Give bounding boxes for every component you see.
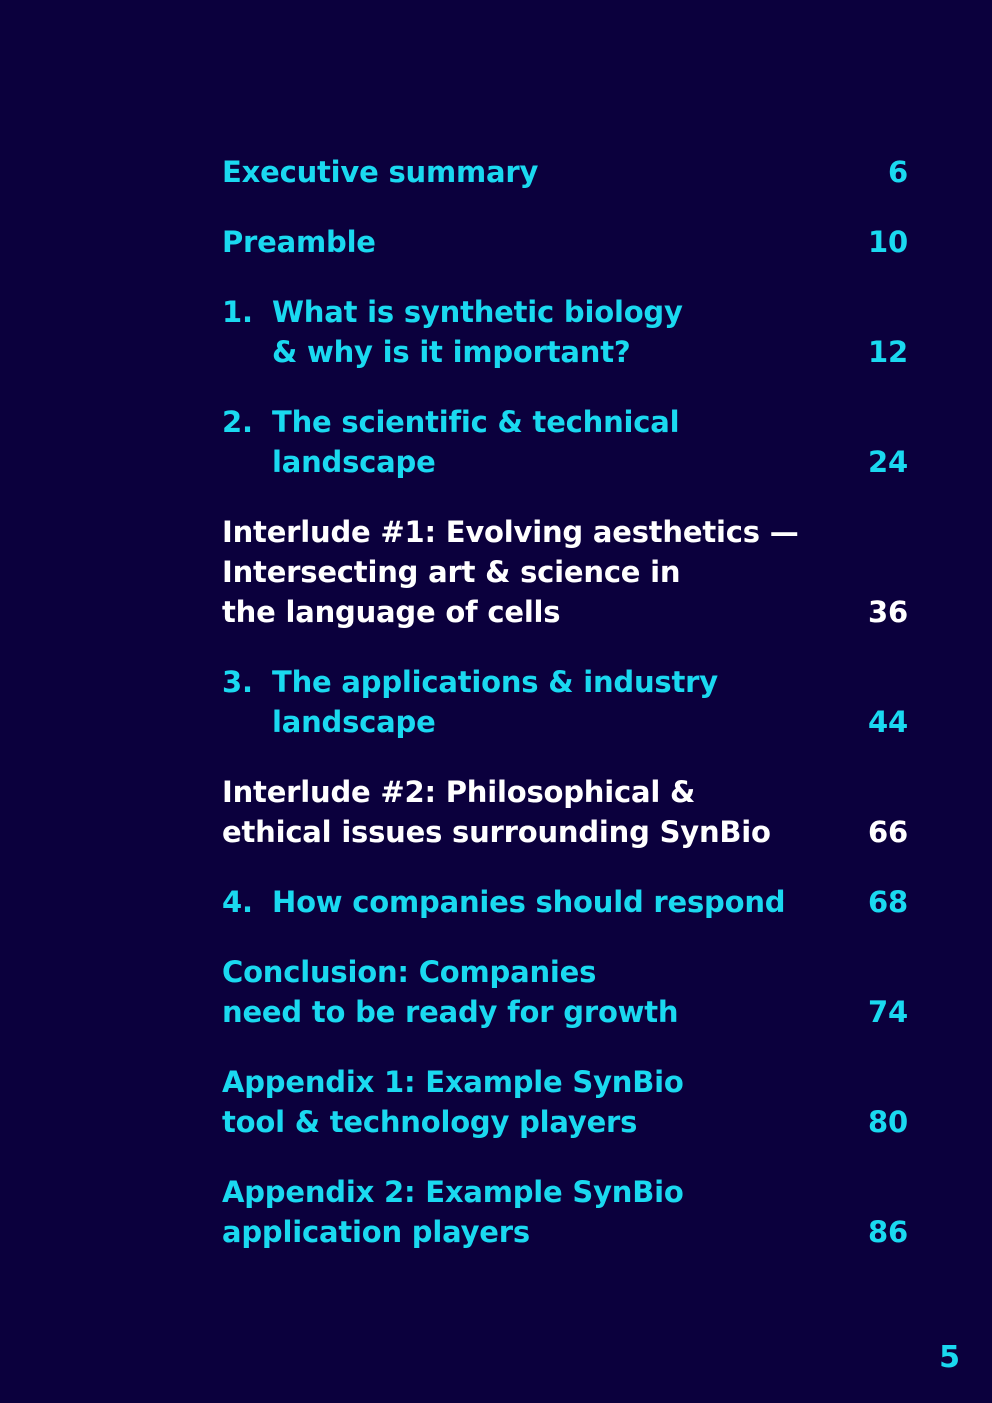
toc-entry-title: Preamble bbox=[222, 225, 376, 259]
toc-entry-number: 2. bbox=[222, 405, 253, 439]
toc-entry-number: 1. bbox=[222, 295, 253, 329]
toc-entry-left bbox=[222, 222, 376, 262]
toc-entry-interlude-2[interactable] bbox=[222, 772, 908, 852]
toc-entry-page: 44 bbox=[868, 705, 908, 739]
toc-entry-title: What is synthetic biology & why is it important? bbox=[272, 295, 683, 369]
toc-entry-page: 24 bbox=[868, 445, 908, 479]
toc-entry-page: 6 bbox=[888, 155, 908, 189]
toc-entry-page: 12 bbox=[868, 335, 908, 369]
toc-entry-page: 80 bbox=[868, 1105, 908, 1139]
toc-entry-left bbox=[222, 772, 771, 852]
toc-entry-title: The scientific & technical landscape bbox=[272, 405, 680, 479]
toc-entry-left bbox=[222, 1172, 684, 1252]
toc-entry-page: 66 bbox=[868, 815, 908, 849]
toc-entry-number: 3. bbox=[222, 665, 253, 699]
toc-entry-page: 74 bbox=[868, 995, 908, 1029]
toc-entry-title: Appendix 2: Example SynBio application players bbox=[222, 1175, 684, 1249]
toc-entry-preamble[interactable] bbox=[222, 222, 908, 262]
toc-entry-left bbox=[222, 882, 785, 922]
toc-entry-left bbox=[222, 952, 678, 1032]
toc-entry-left bbox=[222, 292, 683, 372]
toc-entry-left bbox=[222, 402, 679, 482]
toc-entry-chapter-3[interactable] bbox=[222, 662, 908, 742]
toc-entry-title: The applications & industry landscape bbox=[272, 665, 718, 739]
toc-entry-appendix-1[interactable] bbox=[222, 1062, 908, 1142]
toc-entry-chapter-1[interactable] bbox=[222, 292, 908, 372]
toc-entry-title: How companies should respond bbox=[272, 885, 786, 919]
toc-entry-title: Conclusion: Companies need to be ready for growth bbox=[222, 955, 679, 1029]
toc-entry-page: 68 bbox=[868, 885, 908, 919]
table-of-contents bbox=[222, 152, 908, 1282]
page-number: 5 bbox=[939, 1340, 960, 1375]
toc-entry-left bbox=[222, 152, 538, 192]
toc-entry-chapter-2[interactable] bbox=[222, 402, 908, 482]
toc-entry-page: 86 bbox=[868, 1215, 908, 1249]
toc-entry-title: Interlude #1: Evolving aesthetics — Intersecting art & science in the language of cells bbox=[222, 515, 799, 629]
toc-entry-chapter-4[interactable] bbox=[222, 882, 908, 922]
toc-entry-conclusion[interactable] bbox=[222, 952, 908, 1032]
toc-entry-page: 10 bbox=[868, 225, 908, 259]
toc-entry-title: Interlude #2: Philosophical & ethical issues surrounding SynBio bbox=[222, 775, 771, 849]
toc-entry-appendix-2[interactable] bbox=[222, 1172, 908, 1252]
toc-entry-left bbox=[222, 1062, 684, 1142]
toc-entry-executive-summary[interactable] bbox=[222, 152, 908, 192]
toc-entry-left bbox=[222, 662, 718, 742]
toc-entry-title: Executive summary bbox=[222, 155, 539, 189]
toc-entry-left bbox=[222, 512, 799, 632]
toc-entry-interlude-1[interactable] bbox=[222, 512, 908, 632]
toc-entry-page: 36 bbox=[868, 595, 908, 629]
toc-entry-number: 4. bbox=[222, 885, 253, 919]
toc-entry-title: Appendix 1: Example SynBio tool & technology players bbox=[222, 1065, 684, 1139]
